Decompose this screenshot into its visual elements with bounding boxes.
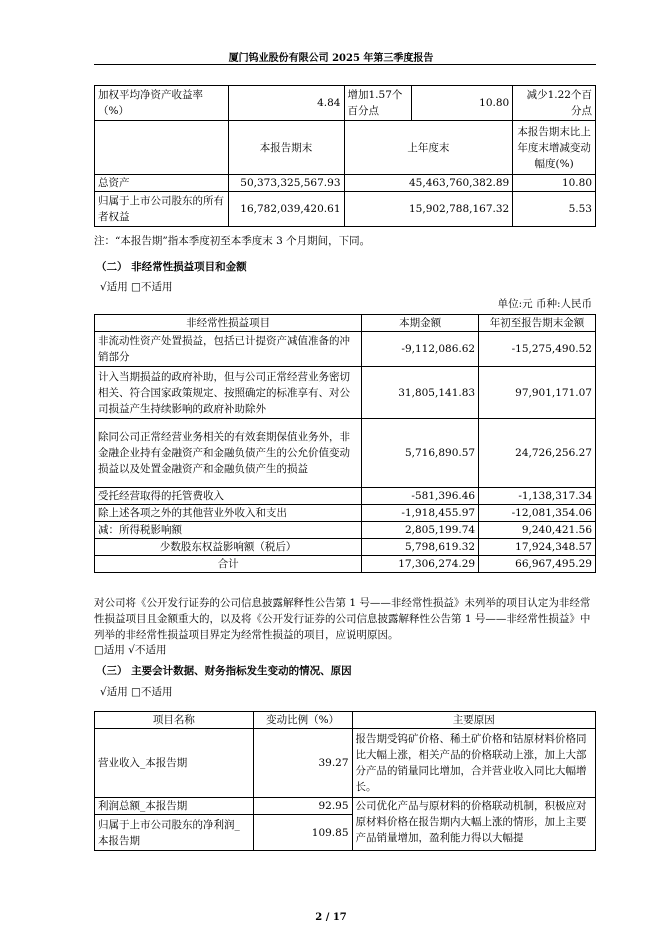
table-cell: 39.27 [253,729,352,798]
table-cell: 17,924,348.57 [479,539,596,556]
table-cell: 17,306,274.29 [362,556,479,573]
col-head-change-ratio: 变动比例（%） [253,712,352,729]
table-cell: 24,726,256.27 [479,419,596,488]
roe-change2: 减少1.22个百分点 [513,86,596,121]
roe-current: 4.84 [228,86,344,121]
table-row-label: 非流动性资产处置损益，包括已计提资产减值准备的冲销部分 [95,332,362,367]
roe-change1: 增加1.57个百分点 [344,86,412,121]
reason-cell: 公司优化产品与原材料的价格联动机制，积极应对原材料价格在报告期内大幅上涨的情形，加上主要产品销量增加，盈利能力得以大幅提 [352,798,595,851]
table-cell: 15,902,788,167.32 [344,192,513,227]
table-cell: 16,782,039,420.61 [228,192,344,227]
table-cell: -9,112,086.62 [362,332,479,367]
applicable-status: √适用 □不适用 [100,281,173,293]
table-cell: -12,081,354.06 [479,505,596,522]
col-head-change-pct: 本报告期末比上年度末增减变动幅度(%) [513,121,596,175]
table-row-label: 利润总额_本报告期 [95,798,254,815]
applicable-status-2: □适用 √不适用 [94,644,167,656]
table-cell: -15,275,490.52 [479,332,596,367]
reason-cell: 报告期受钨矿价格、稀土矿价格和钴原材料价格同比大幅上涨，相关产品的价格联动上涨，加上大部分产品的销量同比增加，合并营业收入同比大幅增长。 [352,729,595,798]
col-head-reason: 主要原因 [352,712,595,729]
table-cell: 2,805,199.74 [362,522,479,539]
table-row-label: 减：所得税影响额 [95,522,362,539]
note-text: 注：“本报告期”指本季度初至本季度末 3 个月期间，下同。 [94,235,371,247]
col-head-current: 本期金额 [362,315,479,332]
table-cell: 10.80 [513,175,596,192]
table-row-label: 除同公司正常经营业务相关的有效套期保值业务外，非金融企业持有金融资产和金融负债产生的公允价值变动损益以及处置金融资产和金融负债产生的损益 [95,419,362,488]
changes-table [94,711,596,851]
table-cell: 97,901,171.07 [479,367,596,419]
table-cell: 9,240,421.56 [479,522,596,539]
table-row-label: 营业收入_本报告期 [95,729,254,798]
table-cell: 109.85 [253,815,352,851]
unit-label: 单位:元 币种:人民币 [497,298,592,310]
table-cell: 45,463,760,382.89 [344,175,513,192]
table-cell: 92.95 [253,798,352,815]
table-cell: -1,918,455.97 [362,505,479,522]
col-head-last-year-end: 上年度末 [344,121,513,175]
section-title-non-recurring: （二） 非经常性损益项目和金额 [96,261,247,273]
page-number: 2 / 17 [315,912,347,923]
page-header: 厦门钨业股份有限公司 2025 年第三季度报告 [228,53,434,64]
header-divider [94,64,596,65]
table-cell: -1,138,317.34 [479,488,596,505]
non-recurring-explanation: 对公司将《公开发行证券的公司信息披露解释性公告第 1 号——非经常性损益》未列举的项目认定为非经常性损益项目且金额重大的，以及将《公开发行证券的公司信息披露解释性公告第 1 号——非经常性损益》中列举的非经常性损益项目界定为经常性损益的项目，应说明原因。 [94,597,591,641]
table-row-label: 计入当期损益的政府补助，但与公司正常经营业务密切相关、符合国家政策规定、按照确定的标准享有、对公司损益产生持续影响的政府补助除外 [95,367,362,419]
table-cell: 50,373,325,567.93 [228,175,344,192]
applicable-status-3: √适用 □不适用 [100,686,173,698]
col-head-ytd: 年初至报告期末金额 [479,315,596,332]
roe-label: 加权平均净资产收益率（%） [95,86,229,121]
non-recurring-table [94,314,596,573]
table-cell: 66,967,495.29 [479,556,596,573]
table-row-label: 除上述各项之外的其他营业外收入和支出 [95,505,362,522]
table-row-label: 受托经营取得的托管费收入 [95,488,362,505]
roe-ytd: 10.80 [412,86,513,121]
col-head-item-name: 项目名称 [95,712,254,729]
table-row-label: 归属于上市公司股东的净利润_本报告期 [95,815,254,851]
col-head-item: 非经常性损益项目 [95,315,362,332]
col-head-period-end: 本报告期末 [228,121,344,175]
table-cell: -581,396.46 [362,488,479,505]
table-cell: 5,798,619.32 [362,539,479,556]
key-data-table [94,85,596,227]
table-cell: 31,805,141.83 [362,367,479,419]
table-cell: 5.53 [513,192,596,227]
table-row-label: 少数股东权益影响额（税后） [95,539,362,556]
table-row-label: 归属于上市公司股东的所有者权益 [95,192,229,227]
table-cell: 5,716,890.57 [362,419,479,488]
section-title-changes: （三） 主要会计数据、财务指标发生变动的情况、原因 [96,665,352,677]
table-row-label: 总资产 [95,175,229,192]
table-row-total-label: 合计 [95,556,362,573]
